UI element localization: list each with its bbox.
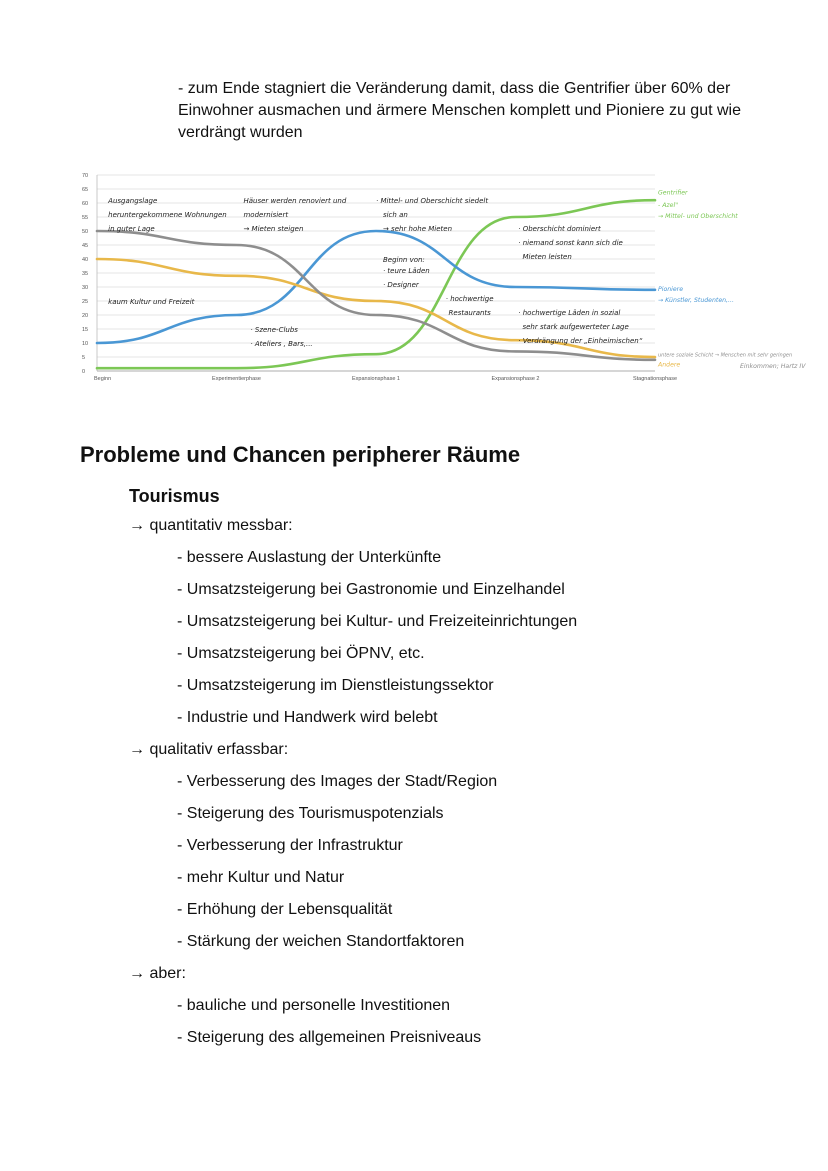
list-item: - Steigerung des Tourismuspotenzials (177, 805, 444, 822)
y-tick-label: 0 (82, 369, 86, 375)
chart-annotation: heruntergekommene Wohnungen (108, 211, 227, 220)
chart-annotation: sehr stark aufgewerteter Lage (522, 323, 629, 332)
chart-annotation: kaum Kultur und Freizeit (108, 298, 195, 306)
legend-label: Gentrifier (658, 189, 688, 197)
chart-annotation: → Mieten steigen (243, 225, 304, 234)
legend-label: - Azel" (658, 201, 679, 209)
list-item: - Umsatzsteigerung im Dienstleistungssektor (177, 677, 494, 694)
y-tick-label: 60 (82, 201, 89, 207)
chart-annotation: Mieten leisten (522, 253, 572, 262)
chart-annotation: · teure Läden (382, 267, 430, 276)
legend-label: Andere (658, 361, 681, 369)
y-tick-label: 25 (82, 299, 89, 305)
x-tick-label: Beginn (94, 376, 112, 382)
section-heading: Probleme und Chancen peripherer Räume (80, 442, 521, 467)
chart-annotation: · Ateliers , Bars,... (250, 340, 313, 348)
x-tick-label: Stagnationsphase (632, 376, 678, 382)
y-tick-label: 65 (82, 187, 89, 193)
x-tick-label: Experimentierphase (212, 376, 261, 382)
y-tick-label: 20 (82, 313, 89, 319)
legend-label: untere soziale Schicht → Menschen mit sehr geringen (658, 352, 793, 359)
chart-annotation: · Szene-Clubs (250, 326, 298, 334)
y-tick-label: 15 (82, 327, 89, 333)
subsection-heading: Tourismus (129, 486, 220, 506)
chart-annotation: Restaurants (448, 309, 491, 318)
y-tick-label: 35 (82, 271, 89, 277)
y-tick-label: 45 (82, 243, 89, 249)
legend-label: Einkommen; Hartz IV (740, 362, 806, 370)
list-item: - Umsatzsteigerung bei Kultur- und Freizeiteinrichtungen (177, 613, 578, 630)
intro-text: - zum Ende stagniert die Veränderung damit, dass die Gentrifier über 60% der Einwohner ausmachen und ärmere Menschen komplett und Pioniere zu gut wie verdrängt wurden (178, 80, 741, 141)
y-tick-label: 50 (82, 229, 89, 235)
y-tick-label: 10 (82, 341, 89, 347)
list-item: - Umsatzsteigerung bei Gastronomie und Einzelhandel (177, 581, 565, 598)
chart-annotation: · hochwertige Läden in sozial (518, 309, 621, 318)
y-tick-label: 40 (82, 257, 89, 263)
list-item: - Industrie und Handwerk wird belebt (177, 709, 438, 726)
chart-annotation: · Designer (382, 281, 419, 290)
chart-annotation: Häuser werden renoviert und (243, 197, 347, 206)
gentrification-chart (80, 168, 828, 390)
list-item: - Verbesserung der Infrastruktur (177, 837, 403, 854)
y-tick-label: 55 (82, 215, 89, 221)
list-item: - mehr Kultur und Natur (177, 869, 345, 886)
chart-annotation: · Verdrängung der „Einheimischen“ (518, 337, 643, 346)
chart-annotation: · Mittel- und Oberschicht siedelt (376, 197, 489, 206)
chart-annotation: → sehr hohe Mieten (382, 225, 453, 234)
list-item: - bessere Auslastung der Unterkünfte (177, 549, 442, 566)
chart-annotation: modernisiert (243, 211, 289, 220)
chart-annotation: · hochwertige (445, 295, 494, 304)
list-item: - Erhöhung der Lebensqualität (177, 901, 393, 918)
list-item: - Umsatzsteigerung bei ÖPNV, etc. (177, 645, 425, 662)
list-group-heading: → quantitativ messbar: (129, 517, 293, 534)
y-tick-label: 70 (82, 173, 89, 179)
chart-annotation: Beginn von: (382, 256, 425, 264)
x-tick-label: Expansionsphase 2 (491, 376, 540, 382)
list-group-heading: → aber: (129, 965, 186, 982)
chart-annotation: in guter Lage (108, 225, 155, 234)
legend-label: → Künstler, Studenten,... (658, 297, 734, 305)
list-item: - Stärkung der weichen Standortfaktoren (177, 933, 465, 950)
chart-annotation: · Oberschicht dominiert (518, 225, 601, 234)
tourism-list (129, 515, 819, 1059)
x-tick-label: Expansionsphase 1 (351, 376, 401, 382)
legend-label: → Mittel- und Oberschicht (658, 213, 738, 221)
intro-paragraph (178, 78, 778, 144)
list-item: - bauliche und personelle Investitionen (177, 997, 451, 1014)
y-tick-label: 5 (82, 355, 86, 361)
list-group-heading: → qualitativ erfassbar: (129, 741, 289, 758)
legend-label: Pioniere (658, 285, 684, 293)
chart-annotation: sich an (382, 211, 408, 220)
y-tick-label: 30 (82, 285, 89, 291)
list-item: - Steigerung des allgemeinen Preisniveaus (177, 1029, 482, 1046)
chart-annotation: · niemand sonst kann sich die (518, 239, 623, 248)
chart-annotation: Ausgangslage (108, 197, 158, 206)
list-item: - Verbesserung des Images der Stadt/Region (177, 773, 498, 790)
